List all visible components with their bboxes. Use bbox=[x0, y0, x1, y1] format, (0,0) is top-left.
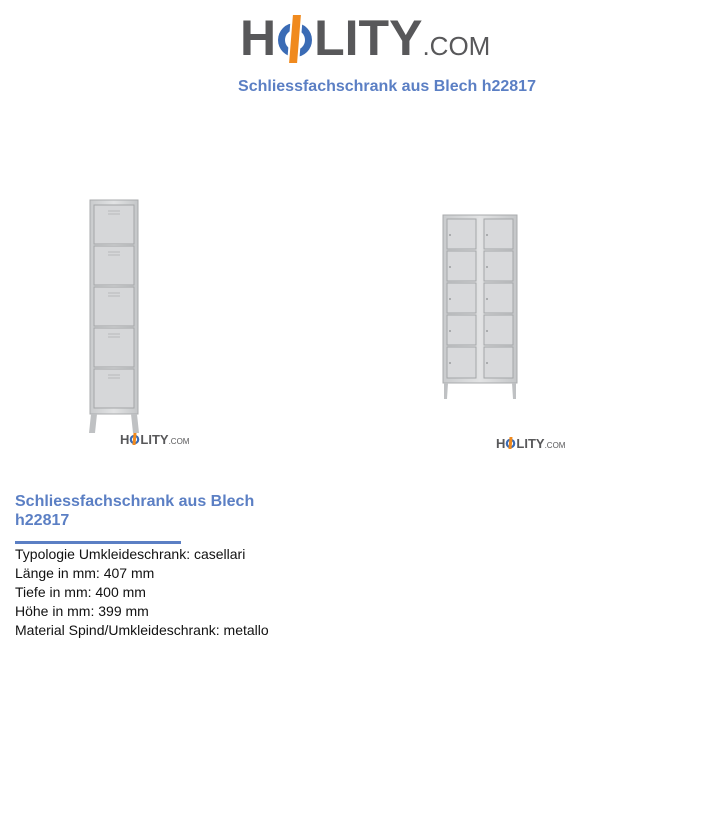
logo-com: .COM bbox=[422, 31, 491, 61]
watermark-o-icon bbox=[505, 437, 516, 449]
logo-letters-lity: LITY bbox=[314, 10, 423, 66]
logo-o-mark-icon bbox=[276, 10, 314, 66]
page-title: Schliessfachschrank aus Blech h22817 bbox=[238, 78, 536, 95]
product-image-double-locker[interactable] bbox=[440, 213, 520, 403]
spec-item: Höhe in mm: 399 mm bbox=[15, 603, 149, 619]
spec-item: Länge in mm: 407 mm bbox=[15, 565, 155, 581]
holity-logo[interactable] bbox=[240, 10, 490, 66]
logo-letter-h: H bbox=[240, 10, 277, 66]
watermark-o-icon bbox=[129, 433, 140, 445]
image-watermark-logo: H LITY.COM bbox=[120, 432, 190, 447]
product-image-single-locker[interactable] bbox=[80, 195, 200, 455]
spec-item: Tiefe in mm: 400 mm bbox=[15, 584, 146, 600]
product-title: Schliessfachschrank aus Blech h22817 bbox=[15, 493, 255, 529]
title-divider bbox=[15, 541, 181, 544]
spec-item: Material Spind/Umkleideschrank: metallo bbox=[15, 622, 269, 638]
image-watermark-logo: H LITY.COM bbox=[496, 436, 566, 451]
spec-item: Typologie Umkleideschrank: casellari bbox=[15, 546, 246, 562]
spec-list bbox=[15, 545, 269, 640]
